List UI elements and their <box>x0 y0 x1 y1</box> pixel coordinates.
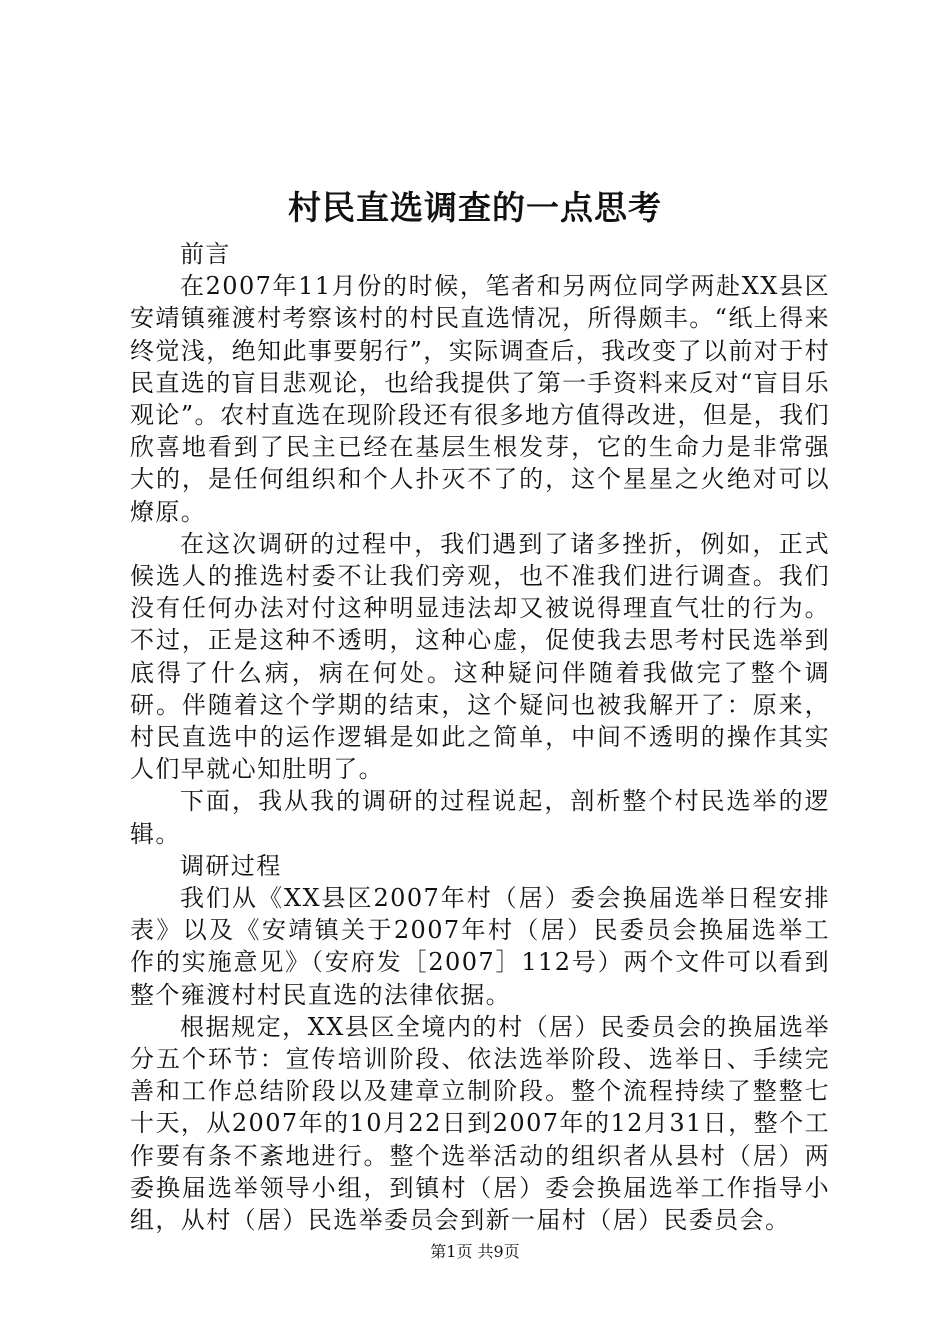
section-heading-preface: 前言 <box>180 240 231 268</box>
document-body <box>130 238 830 1236</box>
paragraph: 我们从《XX县区2007年村（居）委会换届选举日程安排表》以及《安靖镇关于2007年村（居）民委员会换届选举工作的实施意见》（安府发［2007］112号）两个文件可以看到整个雍渡村村民直选的法律依据。 <box>130 884 830 1009</box>
paragraph: 下面，我从我的调研的过程说起，剖析整个村民选举的逻辑。 <box>130 787 830 848</box>
paragraph: 在这次调研的过程中，我们遇到了诸多挫折，例如，正式候选人的推选村委不让我们旁观，也不准我们进行调查。我们没有任何办法对付这种明显违法却又被说得理直气壮的行为。不过，正是这种不透明，这种心虚，促使我去思考村民选举到底得了什么病，病在何处。这种疑问伴随着我做完了整个调研。伴随着这个学期的结束，这个疑问也被我解开了：原来，村民直选中的运作逻辑是如此之简单，中间不透明的操作其实人们早就心知肚明了。 <box>130 529 830 784</box>
document-title: 村民直选调查的一点思考 <box>288 188 662 227</box>
section-heading-research-process: 调研过程 <box>180 851 282 880</box>
page-footer: 第1页 共9页 <box>430 1242 520 1261</box>
paragraph: 在2007年11月份的时候，笔者和另两位同学两赴XX县区安靖镇雍渡村考察该村的村民直选情况，所得颇丰。“纸上得来终觉浅，绝知此事要躬行”，实际调查后，我改变了以前对于村民直选的盲目悲观论，也给我提供了第一手资料来反对“盲目乐观论”。农村直选在现阶段还有很多地方值得改进，但是，我们欣喜地看到了民主已经在基层生根发芽，它的生命力是非常强大的，是任何组织和个人扑灭不了的，这个星星之火绝对可以燎原。 <box>130 272 830 526</box>
paragraph: 根据规定，XX县区全境内的村（居）民委员会的换届选举分五个环节：宣传培训阶段、依法选举阶段、选举日、手续完善和工作总结阶段以及建章立制阶段。整个流程持续了整整七十天，从2007年的10月22日到2007年的12月31日，整个工作要有条不紊地进行。整个选举活动的组织者从县村（居）两委换届选举领导小组，到镇村（居）委会换届选举工作指导小组，从村（居）民选举委员会到新一届村（居）民委员会。 <box>130 1012 830 1235</box>
